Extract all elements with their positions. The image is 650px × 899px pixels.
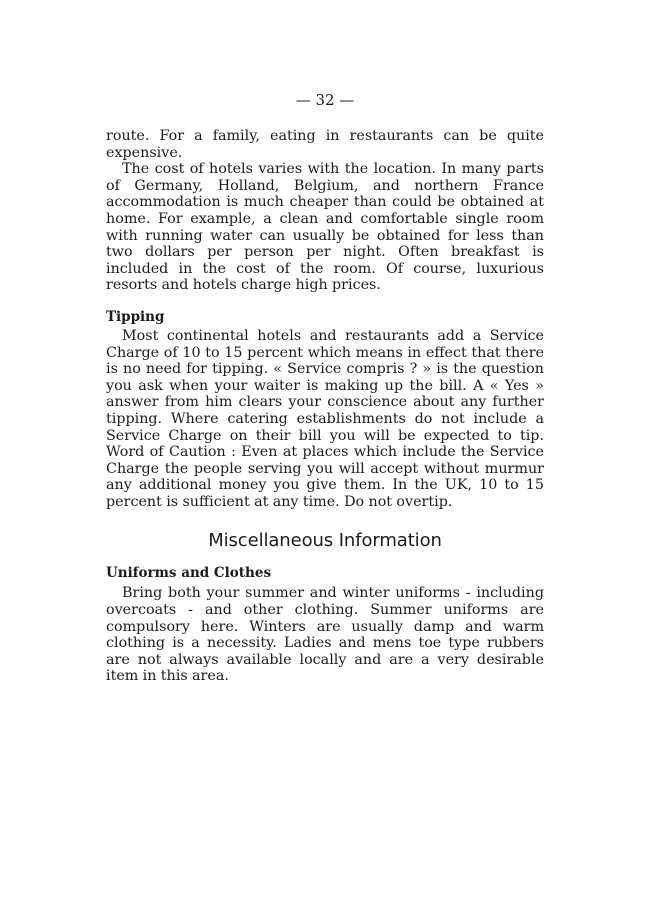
misc-info-heading: Miscellaneous Information	[208, 530, 442, 552]
uniforms-paragraph: Bring both your summer and winter uniforms - including overcoats - and other clothing. Summer uniforms are compulsory here. Winters are usually damp and warm clothing is a necessity. Ladies and mens toe type rubbers are not always available locally and are a very desirable item in this area.	[106, 585, 544, 685]
intro-paragraph-continued: route. For a family, eating in restaurants can be quite expensive.	[106, 128, 544, 161]
hotel-cost-paragraph: The cost of hotels varies with the location. In many parts of Germany, Holland, Belgium, and northern France accommodation is much cheaper than could be obtained at home. For example, a clean and comfortable single room with running water can usually be obtained for less than two dollars per person per night. Often breakfast is included in the cost of the room. Of course, luxurious resorts and hotels charge high prices.	[106, 161, 544, 294]
tipping-heading: Tipping	[106, 308, 165, 325]
page-body	[106, 128, 544, 685]
tipping-paragraph: Most continental hotels and restaurants add a Service Charge of 10 to 15 percent which means in effect that there is no need for tipping. « Service compris ? » is the question you ask when your waiter is making up the bill. A « Yes » answer from him clears your conscience about any further tipping. Where catering establishments do not include a Service Charge on their bill you will be expected to tip. Word of Caution : Even at places which include the Service Charge the people serving you will accept without murmur any additional money you give them. In the UK, 10 to 15 percent is sufficient at any time. Do not overtip.	[106, 327, 544, 510]
page-number: — 32 —	[295, 91, 355, 109]
uniforms-heading: Uniforms and Clothes	[106, 565, 272, 582]
